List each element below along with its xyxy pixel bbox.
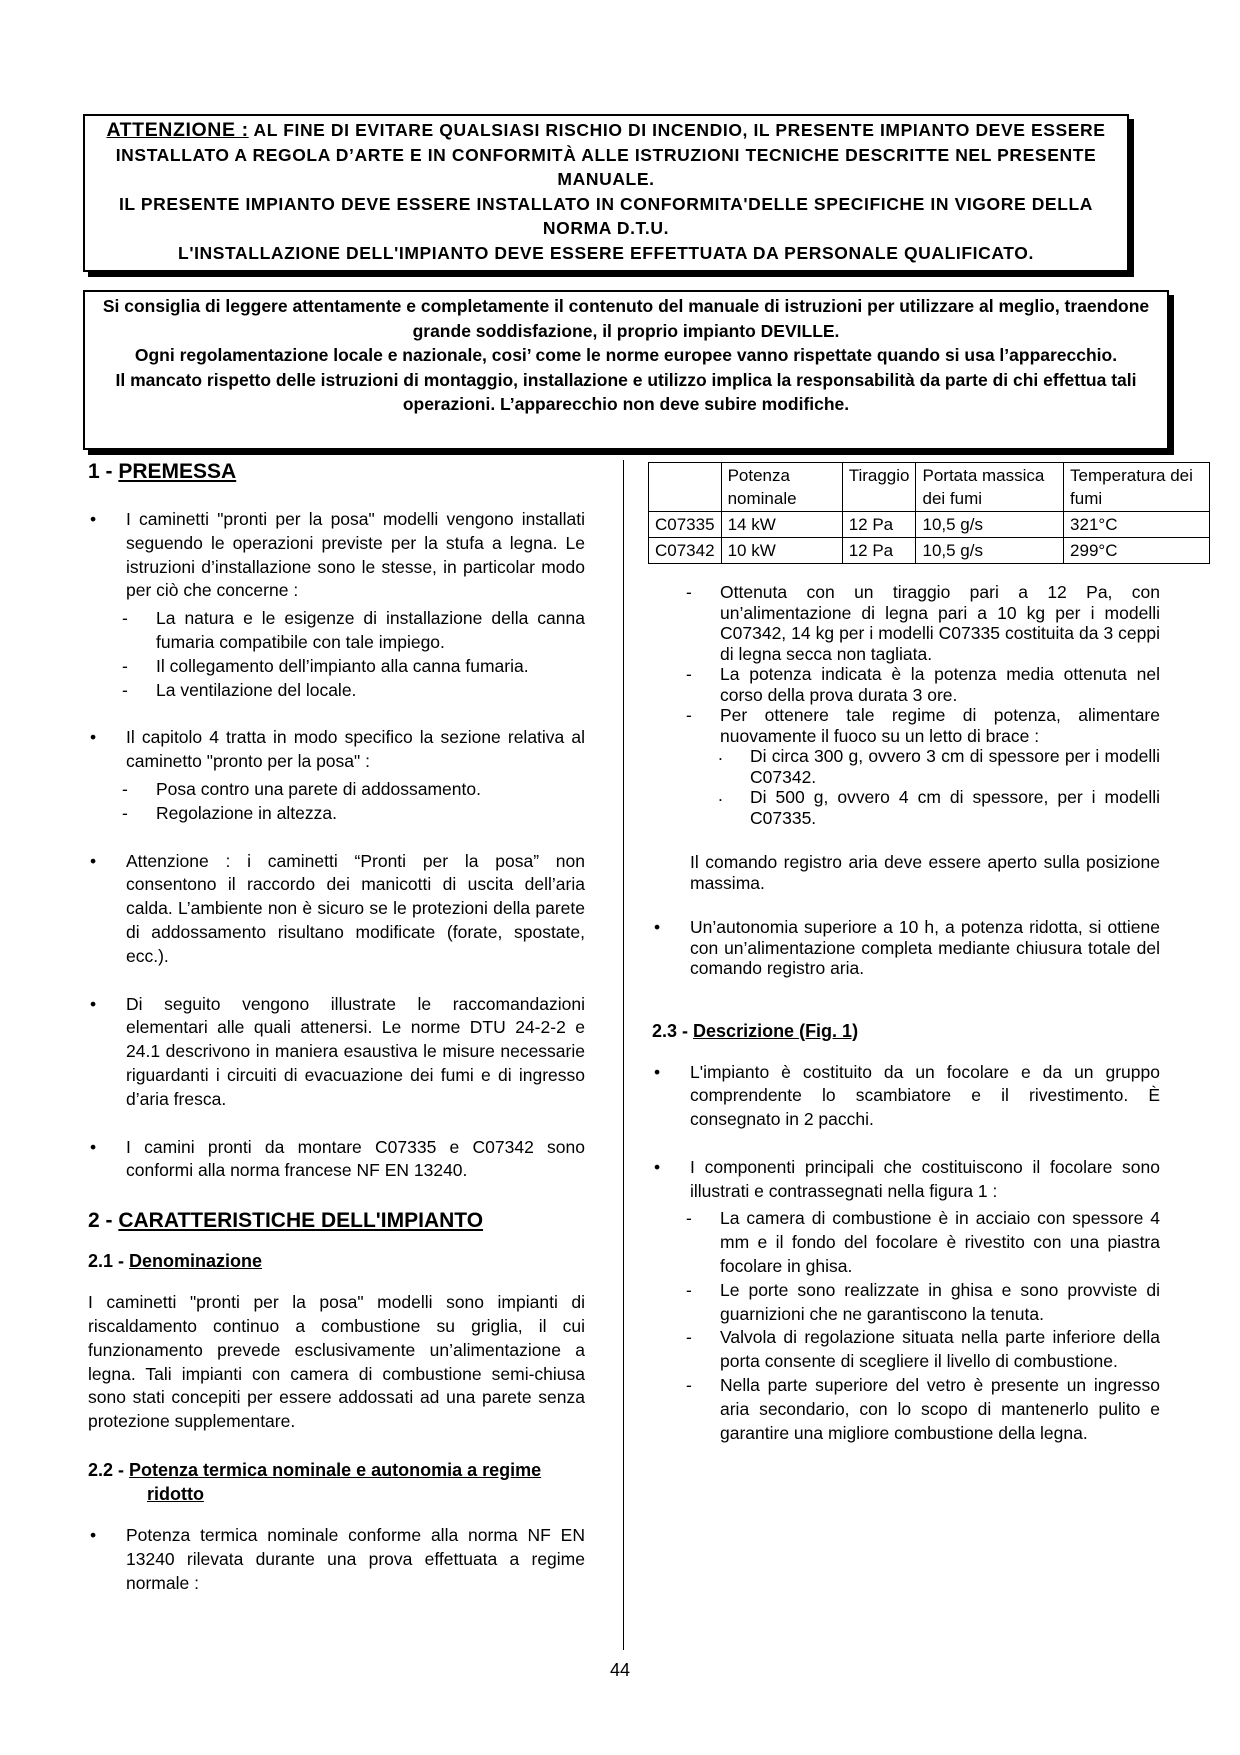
list-item: - La potenza indicata è la potenza media ottenuta nel corso della prova durata 3 ore. [652, 664, 1160, 705]
list-item: • Attenzione : i caminetti “Pronti per la posa” non consentono il raccordo dei manicotti di uscita dell’aria calda. L’ambiente non è sicuro se le protezioni della parete di addossamento risultano modificate (forate, spostate, ecc.). [88, 850, 585, 969]
table-row [649, 538, 1210, 564]
list-item: • Il capitolo 4 tratta in modo specifico la sezione relativa al caminetto "pronto per la posa" : [88, 726, 585, 774]
table-cell: 10,5 g/s [916, 512, 1064, 538]
advice-line2: Ogni regolamentazione locale e nazionale, cosi’ come le norme europee vanno rispettate quando si usa l’apparecchio. [134, 345, 1118, 366]
fire-warning-line2: IL PRESENTE IMPIANTO DEVE ESSERE INSTALLATO IN CONFORMITA'DELLE SPECIFICHE IN VIGORE DELLA NORMA D.T.U. [118, 193, 1094, 239]
table-header-cell: Tiraggio [842, 463, 916, 512]
section-2-1-heading: 2.1 - Denominazione [88, 1251, 263, 1272]
dash-list [652, 1207, 1160, 1445]
column-divider [623, 460, 624, 1650]
fire-warning-line3: L'INSTALLAZIONE DELL'IMPIANTO DEVE ESSERE EFFETTUATA DA PERSONALE QUALIFICATO. [178, 242, 1034, 263]
list-item: . Di 500 g, ovvero 4 cm di spessore, per i modelli C07335. [652, 787, 1160, 828]
section-1-heading: 1 - PREMESSA [88, 460, 237, 483]
warning-lead: ATTENZIONE : [106, 119, 249, 141]
table-cell: C07342 [649, 538, 722, 564]
section-2-2-heading: 2.2 - Potenza termica nominale e autonomia a regime ridotto [88, 1459, 542, 1504]
table-header-cell: Portata massica dei fumi [916, 463, 1064, 512]
table-cell: 12 Pa [842, 512, 916, 538]
list-item: - Le porte sono realizzate in ghisa e sono provviste di guarnizioni che ne garantiscono la tenuta. [652, 1279, 1160, 1327]
advice-line3: Il mancato rispetto delle istruzioni di montaggio, installazione e utilizzo implica la responsabilità da parte di chi effettua tali operazioni. L’apparecchio non deve subire modifiche. [115, 369, 1137, 415]
list-item: • I camini pronti da montare C07335 e C07342 sono conformi alla norma francese NF EN 13240. [88, 1136, 585, 1184]
section-2-heading: 2 - CARATTERISTICHE DELL'IMPIANTO [88, 1209, 484, 1233]
list-item: - Ottenuta con un tiraggio pari a 12 Pa, con un’alimentazione di legna pari a 10 kg per i modelli C07342, 14 kg per i modelli C07335 costituita da 3 ceppi di legna secca non tagliata. [652, 582, 1160, 664]
section-2-1-text: I caminetti "pronti per la posa" modelli sono impianti di riscaldamento continuo a combustione su griglia, il cui funzionamento prevede esclusivamente un’alimentazione a legna. Tali impianti con camera di combustione semi-chiusa sono stati concepiti per essere addossati ad una parete senza protezione supplementare. [88, 1292, 585, 1432]
dash-list [88, 607, 585, 702]
right-column [652, 582, 1160, 1445]
list-item: - Regolazione in altezza. [88, 802, 585, 826]
table-header-cell: Temperatura dei fumi [1064, 463, 1210, 512]
list-item: - Posa contro una parete di addossamento. [88, 778, 585, 802]
advice-box [83, 290, 1169, 450]
fire-warning-line1: ATTENZIONE : AL FINE DI EVITARE QUALSIASI RISCHIO DI INCENDIO, IL PRESENTE IMPIANTO DEVE ESSERE INSTALLATO A REGOLA D’ARTE E IN CONFORMITÀ ALLE ISTRUZIONI TECNICHE DESCRITTE NEL PRESENTE MANUALE. [106, 119, 1106, 190]
air-register-note: Il comando registro aria deve essere aperto sulla posizione massima. [690, 852, 1160, 893]
table-row [649, 512, 1210, 538]
table-cell: 299°C [1064, 538, 1210, 564]
table-header-cell [649, 463, 722, 512]
table-cell: 14 kW [721, 512, 842, 538]
dash-list [652, 582, 1160, 828]
list-item: • I componenti principali che costituiscono il focolare sono illustrati e contrassegnati nella figura 1 : [652, 1156, 1160, 1204]
page-number: 44 [609, 1660, 631, 1680]
list-item: . Di circa 300 g, ovvero 3 cm di spessore per i modelli C07342. [652, 746, 1160, 787]
list-item: - La camera di combustione è in acciaio con spessore 4 mm e il fondo del focolare è rivestito con una piastra focolare in ghisa. [652, 1207, 1160, 1278]
left-column [88, 458, 585, 1619]
table-cell: C07335 [649, 512, 722, 538]
power-spec-table [648, 462, 1210, 564]
list-item: - La ventilazione del locale. [88, 679, 585, 703]
fire-warning-box [83, 114, 1129, 272]
table-cell: 321°C [1064, 512, 1210, 538]
table-header-row [649, 463, 1210, 512]
table-cell: 12 Pa [842, 538, 916, 564]
list-item: - Valvola di regolazione situata nella parte inferiore della porta consente di scegliere il livello di combustione. [652, 1326, 1160, 1374]
section-2-3-heading: 2.3 - Descrizione (Fig. 1) [652, 1020, 859, 1041]
table-cell: 10,5 g/s [916, 538, 1064, 564]
list-item: - Nella parte superiore del vetro è presente un ingresso aria secondario, con lo scopo di mantenerlo pulito e garantire una migliore combustione della legna. [652, 1374, 1160, 1445]
dash-list [88, 778, 585, 826]
list-item: • Un’autonomia superiore a 10 h, a potenza ridotta, si ottiene con un’alimentazione completa mediante chiusura totale del comando registro aria. [652, 917, 1160, 979]
list-item: • Di seguito vengono illustrate le raccomandazioni elementari alle quali attenersi. Le norme DTU 24-2-2 e 24.1 descrivono in maniera esaustiva le misure necessarie riguardanti i circuiti di evacuazione dei fumi e di ingresso d’aria fresca. [88, 993, 585, 1112]
table-header-cell: Potenza nominale [721, 463, 842, 512]
advice-line1: Si consiglia di leggere attentamente e completamente il contenuto del manuale di istruzioni per utilizzare al meglio, traendone grande soddisfazione, il proprio impianto DEVILLE. [102, 296, 1150, 341]
list-item: • L'impianto è costituito da un focolare e da un gruppo comprendente lo scambiatore e il rivestimento. È consegnato in 2 pacchi. [652, 1061, 1160, 1132]
table-cell: 10 kW [721, 538, 842, 564]
list-item: - La natura e le esigenze di installazione della canna fumaria compatibile con tale impiego. [88, 607, 585, 655]
list-item: • Potenza termica nominale conforme alla norma NF EN 13240 rilevata durante una prova effettuata a regime normale : [88, 1524, 585, 1595]
list-item: - Il collegamento dell’impianto alla canna fumaria. [88, 655, 585, 679]
list-item: - Per ottenere tale regime di potenza, alimentare nuovamente il fuoco su un letto di brace : [652, 705, 1160, 746]
list-item: • I caminetti "pronti per la posa" modelli vengono installati seguendo le operazioni previste per la stufa a legna. Le istruzioni d’installazione sono le stesse, in particolar modo per ciò che concerne : [88, 508, 585, 603]
